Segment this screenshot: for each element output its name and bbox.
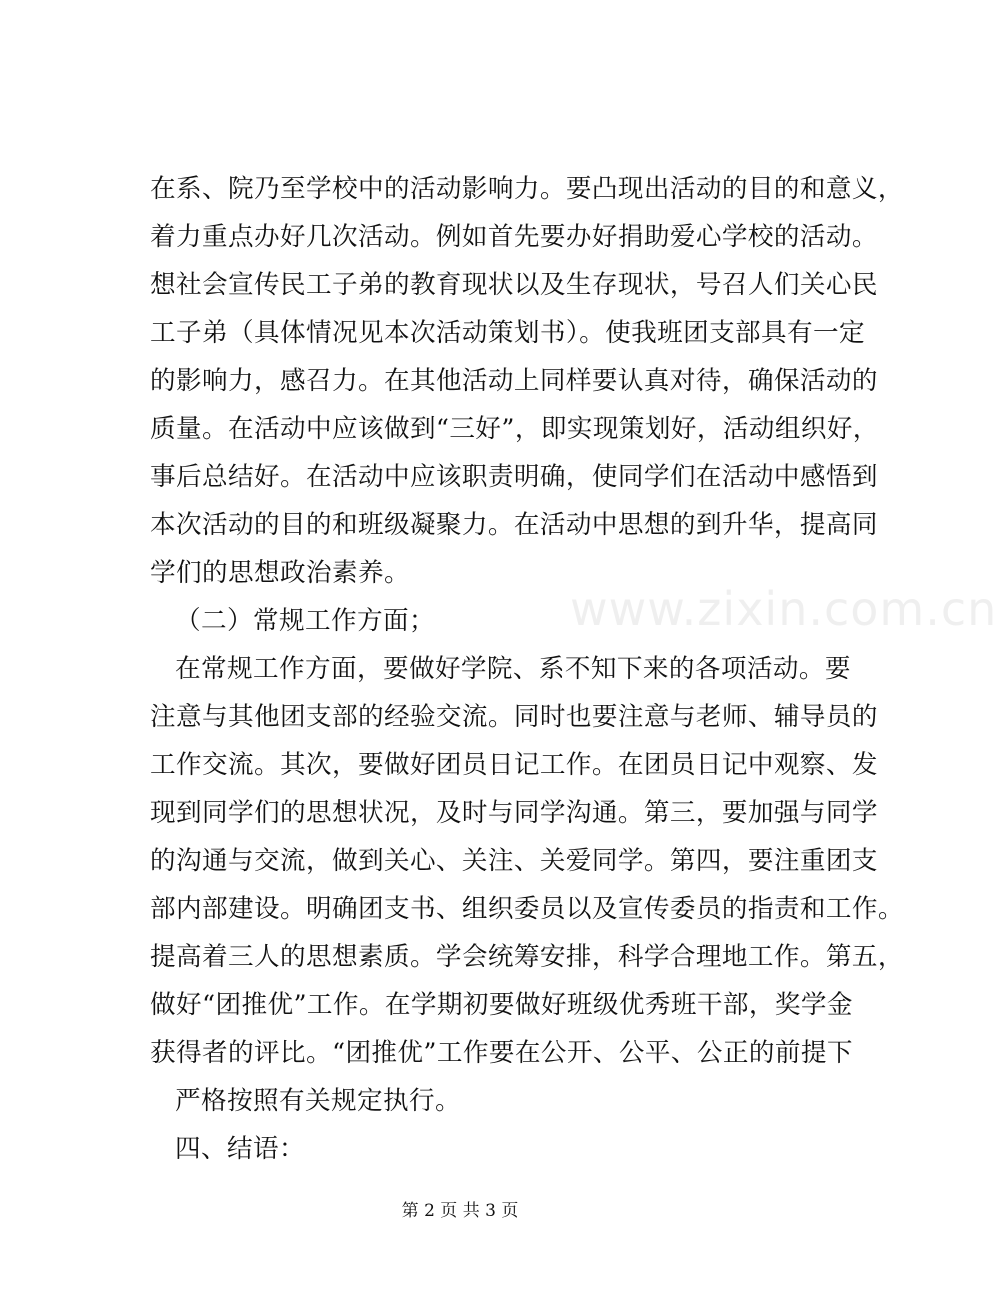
watermark: www.zixin.com.cn [570, 582, 997, 636]
paragraph-line-1: 在系、院乃至学校中的活动影响力。要凸现出活动的目的和意义， [150, 174, 904, 204]
paragraph-line-10: 在常规工作方面，要做好学院、系不知下来的各项活动。要 [175, 654, 851, 684]
paragraph-line-7: 事后总结好。在活动中应该职责明确，使同学们在活动中感悟到 [150, 462, 878, 492]
paragraph-line-4: 工子弟（具体情况见本次活动策划书）。使我班团支部具有一定 [150, 318, 866, 348]
paragraph-line-13: 现到同学们的思想状况，及时与同学沟通。第三，要加强与同学 [150, 798, 878, 828]
section-heading-conclusion: 四、结语： [175, 1134, 305, 1164]
paragraph-line-5: 的影响力，感召力。在其他活动上同样要认真对待，确保活动的 [150, 366, 878, 396]
paragraph-line-12: 工作交流。其次，要做好团员日记工作。在团员日记中观察、发 [150, 750, 878, 780]
paragraph-line-2: 着力重点办好几次活动。例如首先要办好捐助爱心学校的活动。 [150, 222, 878, 252]
paragraph-line-17: 做好“团推优”工作。在学期初要做好班级优秀班干部，奖学金 [150, 990, 853, 1020]
paragraph-line-15: 部内部建设。明确团支书、组织委员以及宣传委员的指责和工作。 [150, 894, 904, 924]
paragraph-line-16: 提高着三人的思想素质。学会统筹安排，科学合理地工作。第五， [150, 942, 904, 972]
paragraph-line-6: 质量。在活动中应该做到“三好”，即实现策划好，活动组织好， [150, 414, 879, 444]
paragraph-line-18: 获得者的评比。“团推优”工作要在公开、公平、公正的前提下 [150, 1038, 853, 1068]
section-heading: （二）常规工作方面； [175, 606, 435, 636]
paragraph-line-8: 本次活动的目的和班级凝聚力。在活动中思想的到升华，提高同 [150, 510, 878, 540]
paragraph-line-9: 学们的思想政治素养。 [150, 558, 410, 588]
paragraph-line-11: 注意与其他团支部的经验交流。同时也要注意与老师、辅导员的 [150, 702, 878, 732]
page-footer: 第 2 页 共 3 页 [401, 1201, 519, 1221]
paragraph-line-14: 的沟通与交流，做到关心、关注、关爱同学。第四，要注重团支 [150, 846, 878, 876]
paragraph-line-19: 严格按照有关规定执行。 [175, 1086, 461, 1116]
paragraph-line-3: 想社会宣传民工子弟的教育现状以及生存现状，号召人们关心民 [150, 270, 878, 300]
